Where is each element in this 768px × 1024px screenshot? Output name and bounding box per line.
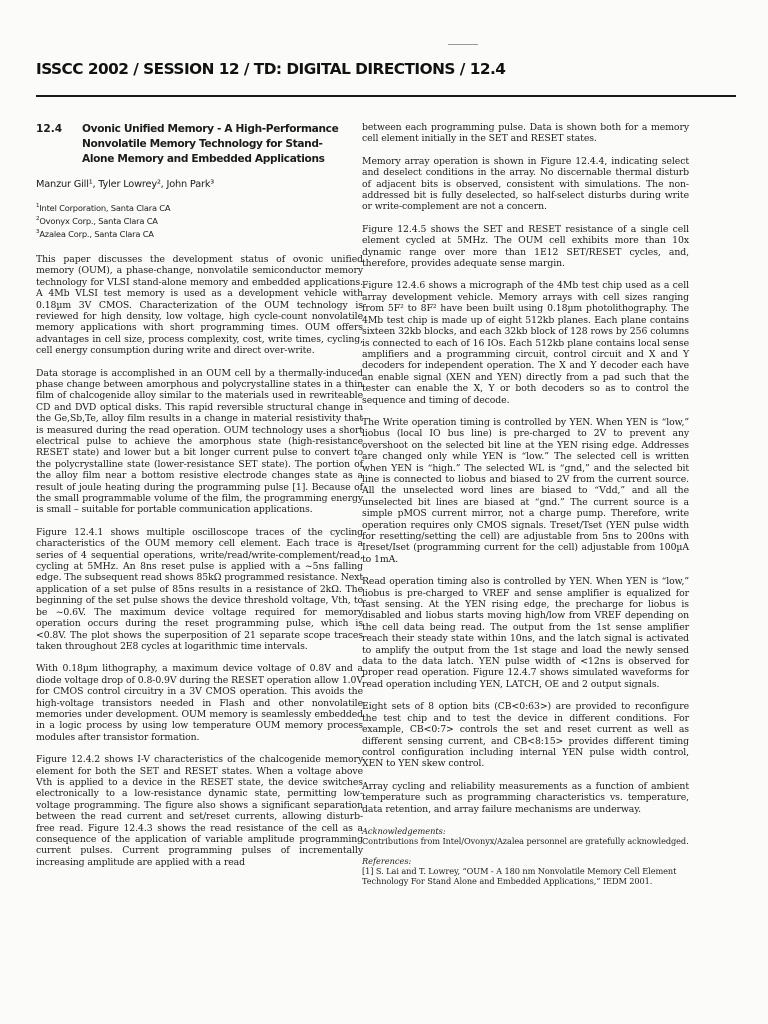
- right-column: [362, 122, 689, 897]
- acknowledgements-heading: Acknowledgements:: [362, 825, 446, 836]
- affiliation-3: $^3$Azalea Corp., Santa Clara CA: [36, 228, 154, 239]
- body-paragraph: Figure 12.4.1 shows multiple oscilloscope traces of the cycling characteristics of the OUM memory cell element. Each trace is a series of 4 sequential operations, write/read/write-complement/read, cycling at 5MHz. An 8ns reset pulse is applied with a ~5ns falling edge. The subsequent read shows 85kΩ programmed resistance. Next application of a set pulse of 85ns results in a resistance of 2kΩ. The beginning of the set pulse shows the device threshold voltage, Vth, to be ~0.6V. The maximum device voltage required for memory operation occurs during the reset programming pulse, which is <0.8V. The plot shows the superposition of 21 separate scope traces taken throughout 2E8 cycles at logarithmic time intervals.: [36, 526, 363, 652]
- body-paragraph: Array cycling and reliability measurements as a function of ambient temperature such as programming characteristics vs. temperature, data retention, and array failure mechanisms are underway.: [362, 780, 689, 815]
- left-column: [36, 122, 363, 879]
- body-paragraph: With 0.18µm lithography, a maximum device voltage of 0.8V and a diode voltage drop of 0.8-0.9V during the RESET operation allow 1.0V for CMOS control circuitry in a 3V CMOS operation. This avoids the high-voltage transistors needed in Flash and other nonvolatile memories under development. OUM memory is seamlessly embedded in a logic process by using low temperature OUM memory process modules after transistor formation.: [36, 663, 363, 743]
- acknowledgements-text: Contributions from Intel/Ovonyx/Azalea personnel are gratefully acknowledged.: [362, 835, 689, 846]
- body-paragraph: Eight sets of 8 option bits (CB<0:63>) are provided to reconfigure the test chip and to test the device in different conditions. For example, CB<0:7> controls the set and reset current as well as different sensing current, and CB<8:15> provides different timing control configuration including internal YEN pulse width control, XEN to YEN skew control.: [362, 701, 689, 770]
- paper-number: 12.4: [36, 123, 63, 135]
- affiliations: [36, 201, 363, 240]
- body-paragraph: Read operation timing also is controlled by YEN. When YEN is “low,” liobus is pre-charged to VREF and sense amplifier is equalized for fast sensing. At the YEN rising edge, the precharge for liobus is disabled and liobus starts moving high/low from VREF depending on the cell data being read. The output from the 1st sense amplifier reach their steady state within 10ns, and the latch signal is activated to amplify the output from the 1st stage and load the newly sensed data to the data latch. YEN pulse width of <12ns is observed for proper read operation. Figure 12.4.7 shows simulated waveforms for read operation including YEN, LATCH, OE and 2 output signals.: [362, 576, 689, 690]
- body-paragraph: The Write operation timing is controlled by YEN. When YEN is “low,” liobus (local IO bus line) is pre-charged to 2V to prevent any overshoot on the selected bit line at the YEN rising edge. Addresses are changed only while YEN is “low.” The selected cell is written when YEN is “high.” The selected WL is “gnd,” and the selected bit line is connected to liobus and biased to 2V from the current source. All the unselected word lines are biased to “Vdd,” and all the unselected bit lines are biased at “gnd.” The current source is a simple pMOS current mirror, not a charge pump. Therefore, write operation requires only CMOS signals. Treset/Tset (YEN pulse width for resetting/setting the cell) are adjustable from 5ns to 200ns with Ireset/Iset (programming current for the cell) adjustable from 100µA to 1mA.: [362, 416, 689, 565]
- body-paragraph: Memory array operation is shown in Figure 12.4.4, indicating select and deselect conditions in the array. No discernable thermal disturb of adjacent bits is observed, consistent with simulations. The non-addressed bit is fully deselected, so half-select disturbs during write or write-complement are not a concern.: [362, 155, 689, 213]
- top-decorative-rule: [448, 44, 478, 45]
- reference-item: [1] S. Lai and T. Lowrey, “OUM - A 180 nm Nonvolatile Memory Cell Element Technology For Stand Alone and Embedded Applications,” IEDM 2001.: [362, 866, 677, 887]
- body-paragraph: between each programming pulse. Data is shown both for a memory cell element initially in the SET and RESET states.: [362, 122, 689, 145]
- running-header: ISSCC 2002 / SESSION 12 / TD: DIGITAL DIRECTIONS / 12.4: [36, 60, 506, 78]
- references-heading: References:: [362, 856, 412, 867]
- body-paragraph: Data storage is accomplished in an OUM cell by a thermally-induced phase change between amorphous and polycrystalline states in a thin film of chalcogenide alloy similar to the materials used in rewriteable CD and DVD optical disks. This rapid reversible structural change in the Ge,Sb,Te, alloy film results in a change in material resistivity that is measured during the read operation. OUM technology uses a short electrical pulse to achieve the amorphous state (high-resistance RESET state) and lower but a bit longer current pulse to convert to the polycrystalline state (lower-resistance SET state). The portion of the alloy film near a bottom resistive electrode changes state as a result of joule heating during the programming pulse [1]. Because of the small programmable volume of the film, the programming energy is small – suitable for portable communication applications.: [36, 367, 363, 516]
- paper-authors: Manzur Gill¹, Tyler Lowrey², John Park³: [36, 179, 215, 190]
- paper-title-block: [36, 122, 363, 167]
- body-paragraph: This paper discusses the development status of ovonic unified memory (OUM), a phase-change, nonvolatile semiconductor memory technology for VLSI stand-alone memory and embedded applications. A 4Mb VLSI test memory is used as a development vehicle with 0.18µm 3V CMOS. Characterization of the OUM technology is reviewed for high density, low voltage, high cycle-count nonvolatile memory applications with short programming times. OUM offers advantages in cell size, process complexity, cost, write times, cycling, cell energy consumption during write and direct over-write.: [36, 253, 363, 357]
- header-rule: [36, 95, 736, 97]
- body-paragraph: Figure 12.4.6 shows a micrograph of the 4Mb test chip used as a cell array development vehicle. Memory arrays with cell sizes ranging from 5F² to 8F² have been built using 0.18µm photolithography. The 4Mb test chip is made up of eight 512kb planes. Each plane contains sixteen 32kb blocks, and each 32kb block of 128 rows by 256 columns is connected to each of 16 IOs. Each 512kb plane contains local sense amplifiers and a programming circuit, control circuit and X and Y decoders for independent operation. The X and Y decoder each have an enable signal (XEN and YEN) directly from a pad such that the tester can enable the X, Y or both decoders so as to control the sequence and timing of decode.: [362, 280, 689, 406]
- affiliation-1: $^1$Intel Corporation, Santa Clara CA: [36, 202, 171, 213]
- body-paragraph: Figure 12.4.2 shows I-V characteristics of the chalcogenide memory element for both the SET and RESET states. When a voltage above Vth is applied to a device in the RESET state, the device switches electronically to a low-resistance dynamic state, permitting low-voltage programming. The figure also shows a significant separation between the read current and set/reset currents, allowing disturb-free read. Figure 12.4.3 shows the read resistance of the cell as a consequence of the application of variable amplitude programming current pulses. Current programming pulses of incrementally increasing amplitude are applied with a read: [36, 754, 363, 868]
- affiliation-2: $^2$Ovonyx Corp., Santa Clara CA: [36, 215, 158, 226]
- body-paragraph: Figure 12.4.5 shows the SET and RESET resistance of a single cell element cycled at 5MHz. The OUM cell exhibits more than 10x dynamic range over more than 1E12 SET/RESET cycles, and, therefore, provides adequate sense margin.: [362, 223, 689, 270]
- paper-title: Ovonic Unified Memory - A High-Performance Nonvolatile Memory Technology for Stand-Alone Memory and Embedded Applications: [82, 123, 339, 165]
